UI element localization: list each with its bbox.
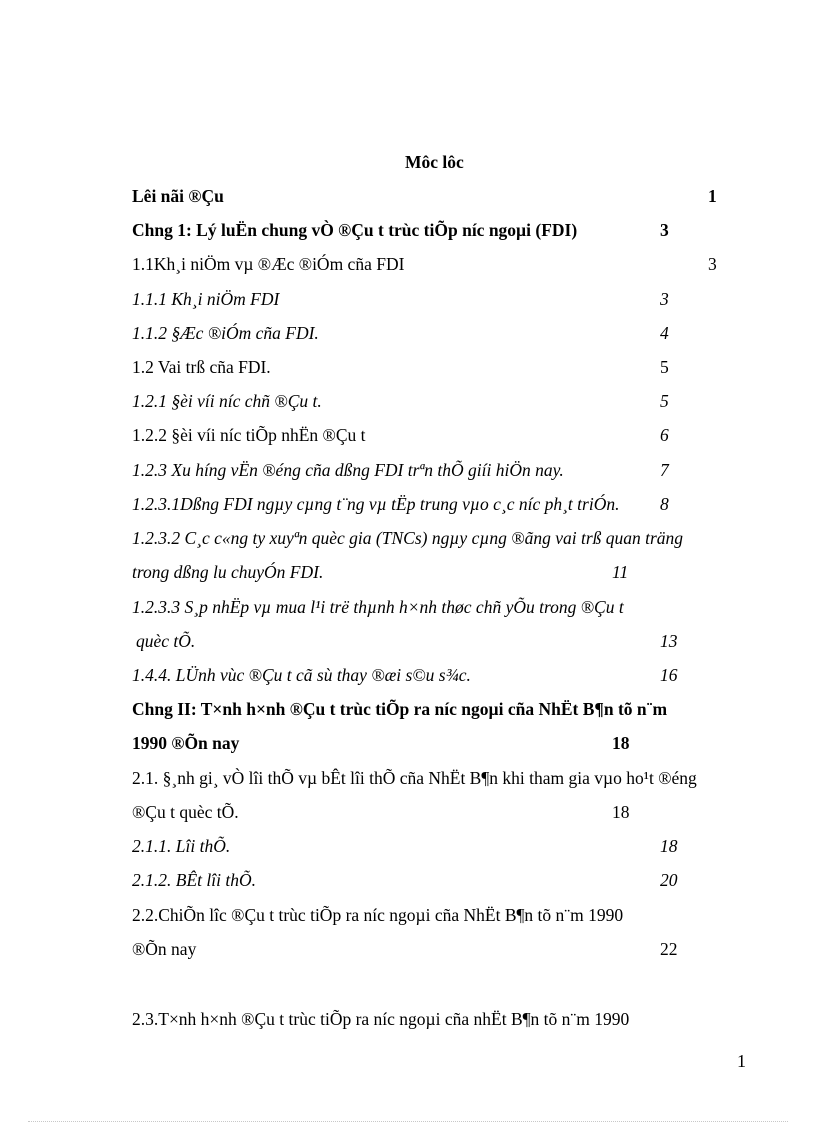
- toc-entry-text: 1.4.4. LÜnh vùc ®Çu t cã sù thay ®æi s©u s¾c.: [132, 665, 471, 685]
- toc-entry-text: ®Çu t quèc tÕ.: [132, 802, 239, 822]
- toc-entry-page: 13: [660, 631, 678, 651]
- toc-entry-text: 1.1Kh¸i niÖm vµ ®Æc ®iÓm cña FDI: [132, 254, 405, 274]
- toc-entry-page: 7: [660, 460, 669, 480]
- toc-entry-page: 8: [660, 494, 669, 514]
- toc-entry-text: 1.1.1 Kh¸i niÖm FDI: [132, 289, 280, 309]
- toc-entry-text: 1.2.3.3 S¸p nhËp vµ mua l¹i trë thµnh h×nh thøc chñ yÕu trong ®Çu t: [132, 597, 624, 617]
- toc-entry-page: 5: [660, 391, 669, 411]
- toc-entry-page: 20: [660, 870, 678, 890]
- toc-entry-text: trong dßng lu chuyÓn FDI.: [132, 562, 324, 582]
- toc-entry-text: 1.1.2 §Æc ®iÓm cña FDI.: [132, 323, 319, 343]
- toc-entry-text: 2.1. §¸nh gi¸ vÒ lîi thÕ vµ bÊt lîi thÕ cña NhËt B¶n khi tham gia vµo ho¹t ®éng: [132, 768, 697, 788]
- toc-entry-text: 1.2.3 Xu híng vËn ®éng cña dßng FDI trªn thÕ giíi hiÖn nay.: [132, 460, 564, 480]
- page-edge-rule: [28, 1121, 788, 1122]
- toc-entry-text: Chng 1: Lý luËn chung vÒ ®Çu t trùc tiÕp níc ngoµi (FDI): [132, 220, 578, 240]
- toc-entry-text: 1.2 Vai trß cña FDI.: [132, 357, 271, 377]
- toc-entry-page: 6: [660, 425, 669, 445]
- toc-entry-page: 3: [660, 220, 669, 240]
- toc-entry-page: 16: [660, 665, 678, 685]
- toc-entry-text: ®Õn nay: [132, 939, 197, 959]
- toc-entry-text: 2.2.ChiÕn lîc ®Çu t trùc tiÕp ra níc ngoµi cña NhËt B¶n tõ n¨m 1990: [132, 905, 624, 925]
- toc-entry-page: 3: [708, 254, 717, 274]
- page-number: 1: [737, 1051, 746, 1071]
- toc-entry-text: quèc tÕ.: [136, 631, 196, 651]
- toc-entry-text: Lêi nãi ®Çu: [132, 186, 224, 206]
- toc-entry-page: 11: [612, 562, 629, 582]
- toc-entry-page: 5: [660, 357, 669, 377]
- toc-entry-text: 2.1.2. BÊt lîi thÕ.: [132, 870, 256, 890]
- toc-title: Môc lôc: [405, 152, 464, 172]
- toc-entry-text: 2.1.1. Lîi thÕ.: [132, 836, 231, 856]
- toc-entry-text: 1.2.3.2 C¸c c«ng ty xuyªn quèc gia (TNCs) ngµy cµng ®ãng vai trß quan träng: [132, 528, 684, 548]
- toc-entry-text: 1.2.3.1Dßng FDI ngµy cµng t¨ng vµ tËp trung vµo c¸c níc ph¸t triÓn.: [132, 494, 620, 514]
- toc-entry-page: 4: [660, 323, 669, 343]
- toc-entry-page: 3: [660, 289, 669, 309]
- toc-entry-text: 1.2.2 §èi víi níc tiÕp nhËn ®Çu t: [132, 425, 366, 445]
- toc-entry-text: 1990 ®Õn nay: [132, 733, 240, 753]
- toc-entry-text: 1.2.1 §èi víi níc chñ ®Çu t.: [132, 391, 322, 411]
- toc-entry-page: 1: [708, 186, 717, 206]
- toc-entry-page: 18: [660, 836, 678, 856]
- toc-entry-page: 18: [612, 733, 630, 753]
- toc-entry-page: 18: [612, 802, 630, 822]
- toc-entry-text: Chng II: T×nh h×nh ®Çu t trùc tiÕp ra níc ngoµi cña NhËt B¶n tõ n¨m: [132, 699, 668, 719]
- toc-entry-page: 22: [660, 939, 678, 959]
- toc-entry-text: 2.3.T×nh h×nh ®Çu t trùc tiÕp ra níc ngoµi cña nhËt B¶n tõ n¨m 1990: [132, 1009, 630, 1029]
